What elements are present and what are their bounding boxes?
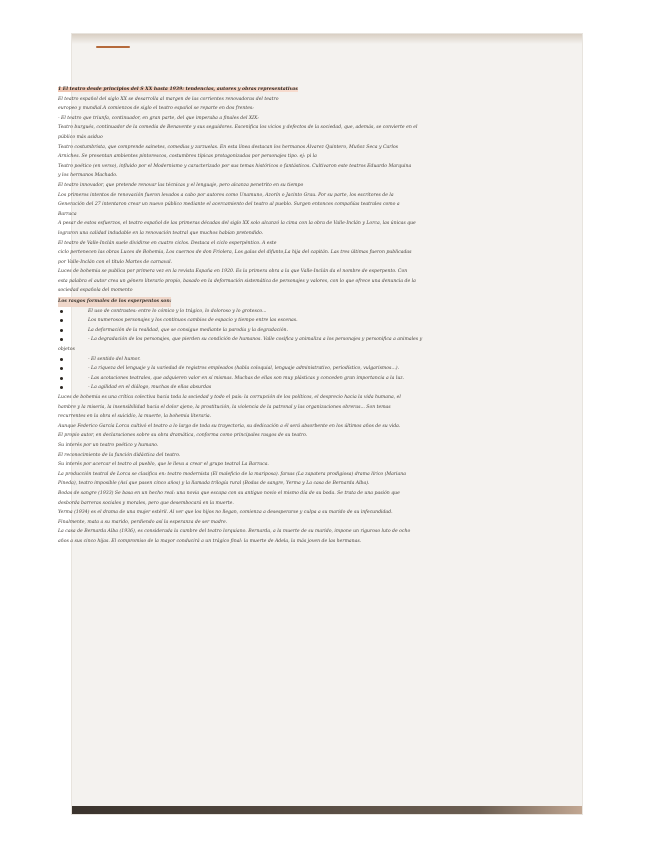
list-continuation: objetos <box>58 347 75 353</box>
list-item <box>58 374 498 384</box>
document-title: 1 El teatro desde principios del S XX hasta 1939: tendencias, autores y obras representativas <box>58 87 298 92</box>
rasgos-heading-line <box>58 296 498 307</box>
list-item <box>58 326 498 336</box>
bullet-icon <box>60 367 63 370</box>
text-line: Teatro poético (en verso), influido por el Modernismo y caracterizado por sus temas históricos o fantásticos. Cultivaron este teatros Eduardo Marquina <box>58 163 412 169</box>
text-line: desborda barreras sociales y morales, pero que desembocará en la muerte. <box>58 500 234 506</box>
closing-section <box>58 393 498 547</box>
bullet-icon <box>60 319 63 322</box>
list-item <box>58 383 498 393</box>
list-item-text: La deformación de la realidad, que se consigue mediante la parodia y la degradación. <box>88 327 288 333</box>
bullet-icon <box>60 358 63 361</box>
text-line: El teatro español del siglo XX se desarrolla al margen de las corrientes renovadoras del teatro <box>58 96 279 102</box>
bullet-icon <box>60 338 63 341</box>
text-line: Aunque Federico García Lorca cultivó el teatro a lo largo de toda su trayectoria, su dedicación a él será absorbente en los últimos años de su vida. <box>58 423 401 429</box>
text-line: ciclo pertenecen las obras Luces de Bohemia, Los cuernos de don Friolera, Los galas del difunto,La hija del capitán. Las tres últimas fueron publicadas <box>58 250 412 256</box>
text-line: Bodas de sangre (1933) Se basa en un hecho real: una novia que escapa con su antiguo novio el mismo día de su boda. Se trata de una pasión que <box>58 490 400 496</box>
text-line: Arniches. Se presentan ambientes pintorescos, costumbres típicas protagonizadas por personajes tipo. ej: pi la <box>58 154 317 160</box>
list-item-text: - Las acotaciones teatrales, que adquieren valor en sí mismas. Muchas de ellas son muy plásticas y conceden gran importancia a la luz. <box>88 375 405 381</box>
list-item <box>58 355 498 365</box>
text-line: El reconocimiento de la función didáctica del teatro. <box>58 452 181 458</box>
document-body <box>58 85 498 547</box>
list-item-text: - La riqueza del lenguaje y la variedad de registros empleados (habla coloquial, lenguaje administrativo, periodístico, vulgarismos...). <box>88 366 400 372</box>
list-item-text: - La degradación de los personajes, que pierden su condición de humanos. Valle cosifica y animaliza a los personajes y personifica a animales y <box>88 337 423 343</box>
text-line: A pesar de estos esfuerzos, el teatro español de las primeras décadas del siglo XX solo alcanzó la cima con la obra de Valle-Inclán y Lorca, las únicas que <box>58 221 416 227</box>
text-line: público más asiduo <box>58 134 103 140</box>
text-line: Luces de bohemia es una crítica colectiva hacia toda la sociedad y todo el país: la corrupción de los políticos, el desprecio hacia la vida humana, el <box>58 395 401 400</box>
text-line: europeo y mundial.A comienzos de siglo el teatro español se reparte en dos frentes: <box>58 106 254 112</box>
text-line: Generación del 27 intentaron crear un nuevo público mediante el acercamiento del teatro al pueblo. Surgen entonces compañías teatrales como a <box>58 202 400 208</box>
list-item <box>58 307 498 317</box>
text-line: esta palabra el autor crea un género literario propio, basado en la deformación sistemática de personajes y valores, con lo que ofrece una denuncia de la <box>58 278 416 284</box>
list-item <box>58 364 498 374</box>
title-line <box>58 85 498 95</box>
bullet-icon <box>60 386 63 389</box>
rasgos-heading: Los rasgos formales de los esperpentos son: <box>58 297 171 307</box>
text-line: La producción teatral de Lorca se clasifica en: teatro modernista (El maleficio de la mariposa). farsas (La zapatera prodigiosa) drama lírico (Mariana <box>58 471 406 477</box>
paper-bottom-edge <box>72 806 582 814</box>
text-line: Su interés por acercar el teatro al pueblo, que le lleva a crear el grupo teatral La Barraca. <box>58 462 269 468</box>
text-line: - El teatro que triunfa, continuador, en gran parte, del que imperaba a finales del XIX: <box>58 115 259 121</box>
list-item-text: Los numerosos personajes y los continuos cambios de espacio y tiempo entre las escenas. <box>88 318 298 324</box>
list-item <box>58 335 498 345</box>
paper-shadow <box>72 34 582 44</box>
text-line: Finalmente, mata a su marido, perdiendo así la esperanza de ser madre. <box>58 519 228 525</box>
text-line: El teatro innovador, que pretende renovar las técnicas y el lenguaje, pero alcanza penetrito en su tiempo <box>58 182 304 188</box>
text-line: recurrentes en la obra el suicidio, la muerte, la bohemia literaria. <box>58 414 212 420</box>
bullet-icon <box>60 310 63 313</box>
list-item <box>58 316 498 326</box>
text-line: Barraca <box>58 211 77 217</box>
text-line: Luces de bohemia se publica por primera vez en la revista España en 1920. Es la primera obra a la que Valle-Inclán da el nombre de esperpento. Con <box>58 269 408 275</box>
text-line: hambre y la miseria, la insensibilidad hacia el dolor ajeno, la prostitución, la violencia de la patronal y las organizaciones obreras... Son temas <box>58 404 391 410</box>
text-line: La casa de Bernarda Alba (1936), es considerada la cumbre del teatro lorquiano. Bernarda, a la muerte de su marido, impone un riguroso luto de ocho <box>58 529 411 535</box>
list-item-text: - El sentido del humor. <box>88 356 141 362</box>
text-line: El propio autor, en declaraciones sobre su obra dramática, conforma como principales rasgos de su teatro. <box>58 433 308 439</box>
intro-section <box>58 95 498 296</box>
text-line: sociedad española del momento <box>58 288 133 294</box>
rasgos-list <box>58 307 498 393</box>
list-item-text: El uso de contrastes: entre lo cómico y lo trágico, lo doloroso y lo grotesco... <box>88 308 267 314</box>
text-line: El teatro de Valle-Inclán suele dividirse en cuatro ciclos. Destaca el ciclo esperpéntico. A este <box>58 240 277 246</box>
list-item-text: - La agilidad en el diálogo, muchas de ellas absurdas <box>88 385 212 391</box>
text-line: años a sus cinco hijas. El compromiso de la mayor conducirá a un trágico final: la muerte de Adela, la más joven de las hermanas. <box>58 538 362 544</box>
bullet-icon <box>60 377 63 380</box>
text-line: Teatro burgués, continuador de la comedia de Benavente y sus seguidores. Escenifica los vicios y defectos de la sociedad, que, además, se convierte en el <box>58 125 418 131</box>
pencil-mark <box>96 46 130 48</box>
text-line: por Valle-Inclán con el título Martes de carnaval. <box>58 259 173 265</box>
text-line: Su interés por un teatro poético y humano. <box>58 442 159 448</box>
text-line: Pineda), teatro imposible (Así que pasen cinco años) y la llamada trilogía rural (Bodas de sangre, Yerma y La casa de Bernarda Alba). <box>58 481 370 487</box>
text-line: Yerma (1934) es el drama de una mujer estéril. Al ver que los hijos no llegan, comienza a desesperarse y culpa a su marido de su infecundidad. <box>58 510 393 516</box>
bullet-icon <box>60 329 63 332</box>
text-line: Los primeros intentos de renovación fueron levados a cabo por autores como Unamuno, Azorín o Jacinto Grau. Por su parte, los escritores de la <box>58 192 394 198</box>
text-line: lograron una calidad indudable en la renovación teatral que muchos habían pretendido. <box>58 230 264 236</box>
text-line: y los hermanos Machado. <box>58 173 118 179</box>
text-line: Teatro costumbrista, que comprende sainetes, comedias y zarzuelas. En esta línea destacan los hermanos Álvarez Quintero, Muñoz Seca y Carlos <box>58 144 399 150</box>
